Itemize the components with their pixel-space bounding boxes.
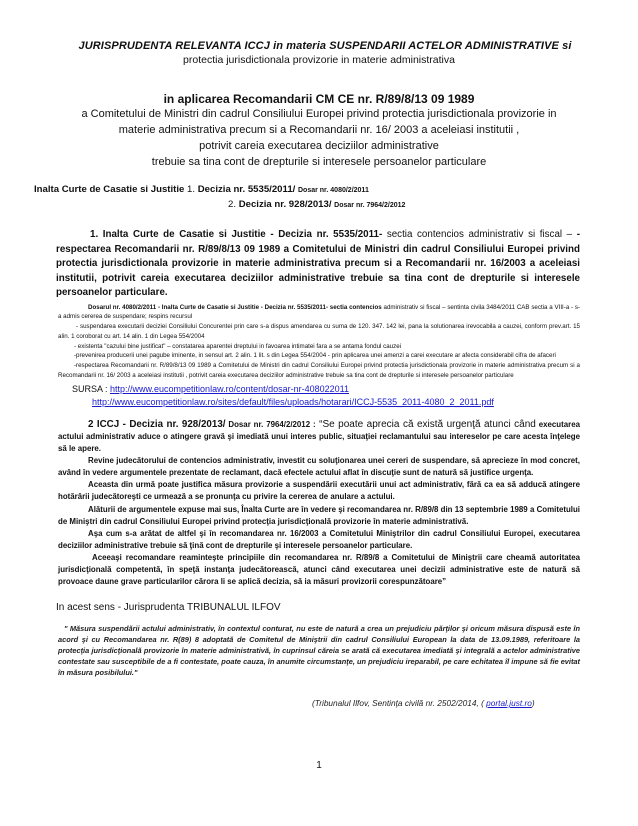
ilfov-citation: [312, 698, 580, 708]
section-1-body: - respectarea Recomandarii nr. R/89/8/13 09 1989 a Comitetului de Ministri din cadrul Consiliului Europei privind protectia jurisdictionala provizorie in materie administrativa precum si a Recomandarii nr. 16/2003 a aceleiasi institutii, potrivit careia executarea deciziilor administrative trebuie sa tina cont de drepturile si interesele persoanelor particulare.: [56, 229, 581, 298]
index-item-2-decision: Decizia nr. 928/2013/: [238, 199, 332, 210]
section-2-p6: Aceeaşi recomandare reaminteşte principiile din recomandarea nr. R/89/8 a Comitetului de Miniştrii care cheamă autoritatea jurisdicţională competentă, în speţă instanţa judecătorească, atunci când executarea unei decizii administrative este de natură să provoace daune grave particularilor cărora li se aplică decizia, să ia măsuri provizorii corespunzătoare”: [58, 552, 580, 587]
section-2-p5: Aşa cum s-a arătat de altfel şi în recomandarea nr. 16/2003 a Comitetului Miniştrilor din cadrul Consiliului Europei, executarea deciziilor administrative trebuie să ţină cont de drepturile şi interesele persoanelor particulare.: [58, 528, 580, 550]
index-item-1-number: 1.: [187, 184, 196, 195]
heading-line-6: potrivit careia executarea deciziilor administrative: [199, 140, 439, 152]
ilfov-quote: " Măsura suspendării actului administrativ, în contextul conturat, nu este de natură a crea un prejudiciu părţilor şi oricum măsura dispusă este în acord şi cu Recomandarea nr. R(89) 8 adoptată de Comitetul de Miniştrii din cadrul Consiliului European la data de 13.09.1989, referitoare la protecţia jurisdicţională provizorie în materie administrativă, în cuprinsul căreia se arată că executarea imediată şi integrală a actelor administrative contestate sau susceptibile de a fi contestate, poate cauza, în anumite circumstanţe, un prejudiciu ireparabil, pe care echitatea îl impune să fie evitat în măsura posibilului.": [58, 624, 580, 678]
section-2-lead: 2 ICCJ - Decizia nr. 928/2013/: [88, 418, 226, 430]
section-2: [58, 419, 580, 588]
section-2-p2: Revine judecătorului de contencios administrativ, investit cu soluţionarea unei cereri de suspendare, să aprecieze în mod concret, având în vedere argumentele prezentate de reclamant, dacă efectele actului aflat în discuţie sunt de natură să justifice urgenţa.: [58, 456, 580, 478]
section-1-bullet-2: - existenta "cazului bine justificat" – constatarea aparentei dreptului in favoarea intimatei fara a se antama fondul cauzei: [74, 342, 402, 350]
section-1-heading: [56, 228, 580, 301]
section-1-detail-bold: Dosarul nr. 4080/2/2011 - Inalta Curte de Casatie si Justitie - Decizia nr. 5535/2011- sectia contencios: [88, 303, 382, 311]
portal-link[interactable]: portal.just.ro: [486, 698, 532, 709]
section-2-dosar: Dosar nr. 7964/2/2012 :: [225, 419, 316, 429]
heading-line-2: protectia jurisdictionala provizorie in materie administrativa: [183, 54, 455, 66]
heading-line-1: JURISPRUDENTA RELEVANTA ICCJ in materia SUSPENDARII ACTELOR ADMINISTRATIVE si: [78, 40, 572, 52]
section-1-details: [58, 303, 580, 381]
sursa-line-2: [58, 396, 580, 409]
section-2-p4: Alăturii de argumentele expuse mai sus, Înalta Curte are în vedere şi recomandarea nr. R/89/8 din 13 septembrie 1989 a Comitetului de Miniştri din cadrul Consiliului Europei privind protecţia jurisdicţională provizorie în materie administrativă.: [58, 504, 580, 526]
page-number: 1: [316, 760, 322, 771]
index-item-1-dosar: Dosar nr. 4080/2/2011: [298, 187, 369, 194]
index-item-1-decision: Decizia nr. 5535/2011/: [197, 184, 296, 195]
ilfov-cite-end: ): [531, 698, 535, 709]
index-row-2: [228, 199, 580, 210]
heading-line-4: a Comitetului de Ministri din cadrul Consiliului Europei privind protectia jurisdictionala provizorie in: [81, 108, 557, 120]
heading-line-5: materie administrativa precum si a Recomandarii nr. 16/ 2003 a aceleiasi institutii ,: [118, 124, 520, 136]
sursa-line-1: [58, 383, 580, 396]
heading-line-3: in aplicarea Recomandarii CM CE nr. R/89/8/13 09 1989: [163, 92, 475, 106]
sursa-block: [58, 383, 580, 409]
ilfov-heading: In acest sens - Jurisprudenta TRIBUNALUL ILFOV: [56, 602, 281, 614]
section-2-p1: executarea actului administrativ aduce o atingere gravă şi imediată unui interes public, situaţiei reclamantului sau intereselor pe care acesta înţelege să le apere.: [58, 419, 580, 454]
section-1-detail: [58, 303, 580, 323]
section-2-p3: Aceasta din urmă poate justifica măsura provizorie a suspendării executării unui act administrativ, fără ca ea să adducă atingere hotărârii judecătoreşti ce urmează a se pronunţa cu privire la cererea de anulare a actului.: [58, 480, 580, 502]
source-link-1[interactable]: http://www.eucompetitionlaw.ro/content/dosar-nr-408022011: [110, 383, 349, 394]
source-link-2[interactable]: http://www.eucompetitionlaw.ro/sites/default/files/uploads/hotarari/ICCJ-5535_2011-4080_2_2011.pdf: [92, 396, 494, 407]
ilfov-cite-text: (Tribunalul Ilfov, Sentinţa civilă nr. 2502/2014, (: [312, 698, 487, 709]
section-1-detail-normal: administrativ si fiscal – sentinta civila 3484/2011 CAB sectia a VIII-a - s-a admis cererea de suspendare; respins recursul: [58, 303, 581, 321]
sursa-label: SURSA :: [72, 383, 111, 394]
section-1-bullet-3: -prevenirea producerii unei pagube iminente, in sensul art. 2 alin. 1 lit. s din Legea 554/2004 - prin aplicarea unei amenzi a carei executare ar afecta considerabil cifra de afaceri: [74, 352, 556, 360]
section-1-lead: 1. Inalta Curte de Casatie si Justitie - Decizia nr. 5535/2011-: [90, 229, 383, 240]
index-court: Inalta Curte de Casatie si Justitie: [34, 184, 185, 195]
index-item-2-dosar: Dosar nr. 7964/2/2012: [334, 202, 406, 209]
index-item-2-number: 2.: [228, 199, 237, 210]
section-1-bullet-4: -respectarea Recomandarii nr. R/89/8/13 09 1989 a Comitetului de Ministri din cadrul Consiliului Europei privind protectia jurisdictionala provizorie in materie administrativa precum si a Recomandarii nr. 16/ 2003 a aceleiasi institutii , potrivit careia executarea deciziilor administrative trebuie sa tina cont de drepturile si interesele persoanelor particulare: [58, 362, 580, 380]
section-2-intro: [58, 419, 580, 455]
section-1-bullet-1: - suspendarea executarii deciziei Consiliului Concurentei prin care s-a dispus amendarea cu suma de 120. 347. 142 lei, pana la solutionarea irevocabila a cauzei, conform prev.art. 15 alin. 1 coroborat cu art. 14 alin. 1 din Legea 554/2004: [58, 323, 580, 340]
heading-line-7: trebuie sa tina cont de drepturile si interesele persoanelor particulare: [151, 156, 487, 168]
section-1-lead-normal: sectia contencios administrativ si fiscal –: [382, 229, 573, 240]
index-row-1: [34, 184, 580, 195]
section-2-quote-open: “Se poate aprecia că există urgenţă atunci când: [315, 418, 536, 430]
